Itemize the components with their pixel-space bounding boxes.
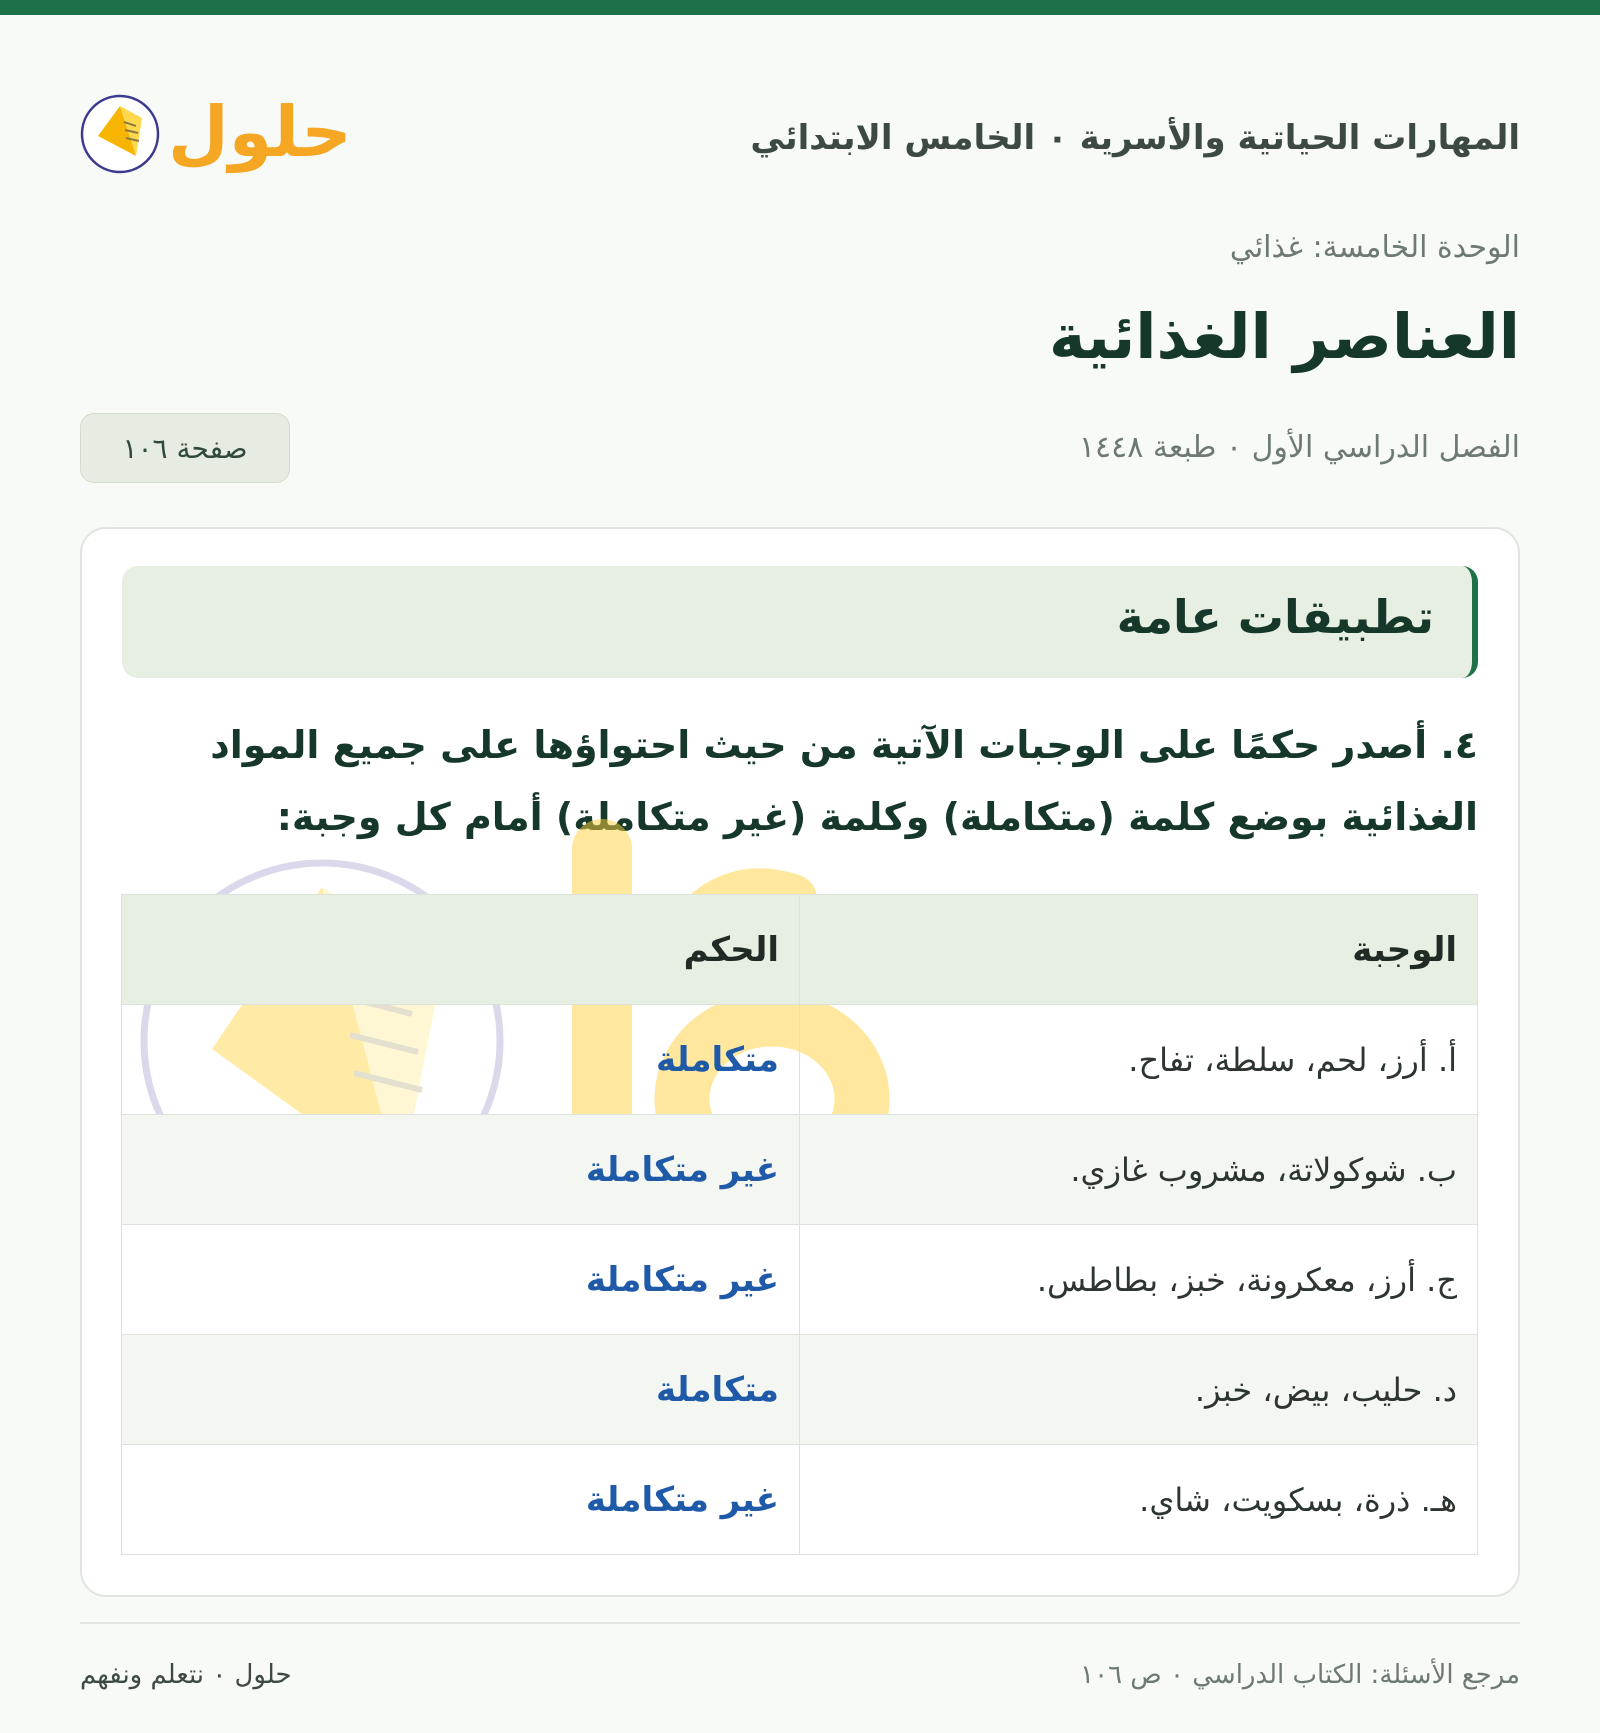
table-header-row [122,895,1478,1005]
table-row [122,1115,1478,1225]
verdict-cell: غير متكاملة [122,1115,800,1225]
meal-cell: هـ. ذرة، بسكويت، شاي. [800,1445,1478,1555]
lesson-title: العناصر الغذائية [1049,300,1520,373]
meal-cell: د. حليب، بيض، خبز. [800,1335,1478,1445]
verdict-cell: غير متكاملة [122,1445,800,1555]
semester-line: الفصل الدراسي الأول ٠ طبعة ١٤٤٨ [1078,430,1520,465]
top-accent-bar [0,0,1600,15]
footer-brand[interactable]: حلول ٠ نتعلم ونفهم [80,1660,292,1690]
header [80,70,1520,190]
meals-table [121,894,1478,1555]
section-title: تطبيقات عامة [1116,590,1434,644]
page-badge: صفحة ١٠٦ [80,413,290,483]
question-text: ٤. أصدر حكمًا على الوجبات الآتية من حيث احتواؤها على جميع المواد الغذائية بوضع كلمة (متكاملة) وكلمة (غير متكاملة) أمام كل وجبة: [210,723,1478,839]
meals-table-wrap [122,894,1478,1555]
unit-line: الوحدة الخامسة: غذائي [1229,230,1520,265]
verdict-cell: غير متكاملة [122,1225,800,1335]
logo-text: حلول [168,91,352,173]
table-row [122,1225,1478,1335]
footer-divider [80,1622,1520,1624]
meal-cell: ب. شوكولاتة، مشروب غازي. [800,1115,1478,1225]
verdict-cell: متكاملة [122,1005,800,1115]
verdict-cell: متكاملة [122,1335,800,1445]
header-verdict: الحكم [122,895,800,1005]
table-row [122,1335,1478,1445]
footer-reference: مرجع الأسئلة: الكتاب الدراسي ٠ ص ١٠٦ [1080,1660,1520,1690]
section-header [122,566,1478,678]
table-row [122,1445,1478,1555]
header-meal: الوجبة [800,895,1478,1005]
meal-cell: أ. أرز، لحم، سلطة، تفاح. [800,1005,1478,1115]
hulul-logo[interactable] [80,70,370,190]
table-row [122,1005,1478,1115]
subject-title: المهارات الحياتية والأسرية ٠ الخامس الابتدائي [750,118,1520,158]
page [80,15,1520,1733]
meal-cell: ج. أرز، معكرونة، خبز، بطاطس. [800,1225,1478,1335]
exercise-card [80,527,1520,1597]
hulul-logo-icon [80,70,370,190]
